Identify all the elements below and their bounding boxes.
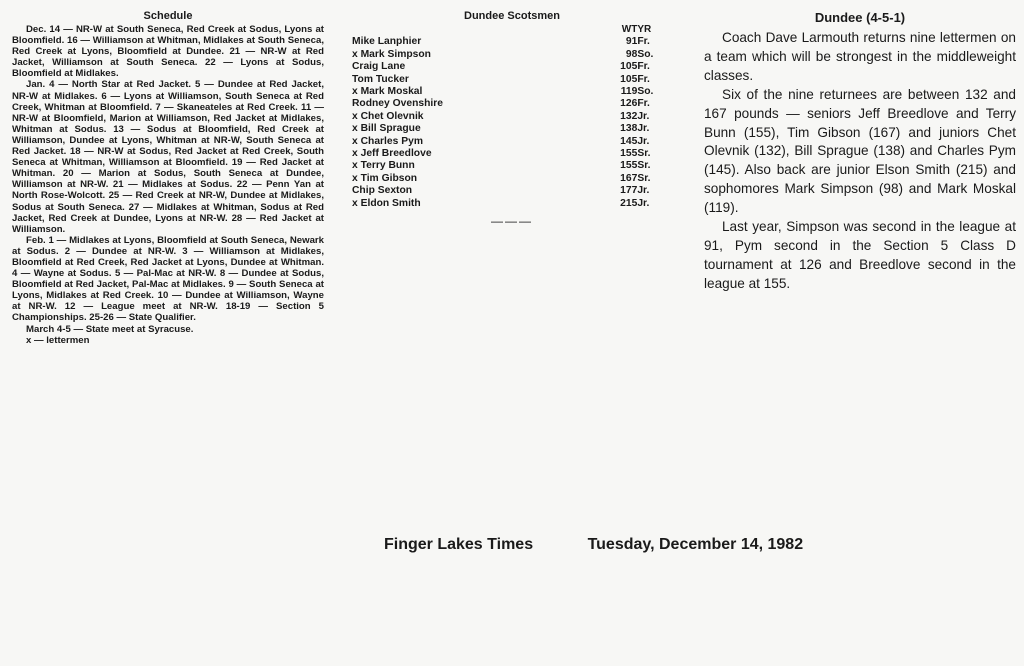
wrestler-weight: 126 bbox=[620, 98, 638, 110]
wrestler-name: Rodney Ovenshire bbox=[352, 98, 443, 110]
wrestler-name: x Jeff Breedlove bbox=[352, 148, 432, 160]
wrestler-name: x Charles Pym bbox=[352, 135, 423, 147]
table-row bbox=[352, 185, 672, 197]
wrestler-weight: 105 bbox=[620, 61, 638, 73]
wrestler-year: Jr. bbox=[637, 123, 650, 135]
table-row bbox=[352, 98, 672, 110]
schedule-column bbox=[12, 10, 324, 346]
table-row bbox=[352, 61, 672, 73]
wrestler-year: So. bbox=[637, 86, 654, 98]
wrestler-year: Fr. bbox=[637, 61, 650, 73]
wrestler-name: Craig Lane bbox=[352, 61, 406, 73]
wrestler-year: Sr. bbox=[637, 172, 651, 184]
wrestler-year: Sr. bbox=[637, 148, 651, 160]
table-row bbox=[352, 111, 672, 123]
wrestler-weight: 177 bbox=[620, 185, 638, 197]
roster-header-row bbox=[352, 24, 672, 36]
wrestler-weight: 145 bbox=[620, 135, 638, 147]
publication-name: Finger Lakes Times bbox=[384, 536, 534, 553]
roster-table bbox=[352, 24, 672, 210]
table-row bbox=[352, 198, 672, 210]
schedule-title: Schedule bbox=[143, 10, 193, 22]
table-row bbox=[352, 49, 672, 61]
year-header: YR bbox=[637, 24, 652, 35]
wrestler-name: Chip Sexton bbox=[352, 185, 413, 197]
lettermen-legend: x — lettermen bbox=[26, 334, 90, 346]
wrestler-weight: 98 bbox=[625, 48, 638, 60]
article-paragraph: Last year, Simpson was second in the league at 91, Pym second in the Section 5 Class D tournament at 126 and Breedlove second in the league at 155. bbox=[704, 219, 1016, 291]
wrestler-year: Fr. bbox=[637, 98, 650, 110]
wrestler-year: Jr. bbox=[637, 197, 650, 209]
wrestler-name: x Terry Bunn bbox=[352, 160, 415, 172]
wrestler-weight: 155 bbox=[620, 148, 638, 160]
weight-header: WT bbox=[621, 24, 638, 35]
article-paragraph: Coach Dave Larmouth returns nine lettermen on a team which will be strongest in the middleweight classes. bbox=[704, 30, 1016, 83]
roster-divider: ——— bbox=[491, 214, 533, 229]
article-paragraph: Six of the nine returnees are between 132 and 167 pounds — seniors Jeff Breedlove and Terry Bunn (155), Tim Gibson (167) and juniors Chet Olevnik (132), Bill Sprague (138) and Charles Pym (145). Also back are junior Elson Smith (215) and sophomores Mark Simpson (98) and Mark Moskal (119). bbox=[704, 86, 1016, 216]
table-row bbox=[352, 36, 672, 48]
wrestler-weight: 155 bbox=[620, 160, 638, 172]
wrestler-weight: 215 bbox=[620, 197, 638, 209]
wrestler-weight: 105 bbox=[620, 73, 638, 85]
table-row bbox=[352, 148, 672, 160]
wrestler-weight: 119 bbox=[620, 86, 638, 98]
wrestler-year: Sr. bbox=[637, 160, 651, 172]
wrestler-weight: 138 bbox=[620, 123, 638, 135]
wrestler-name: x Mark Simpson bbox=[352, 48, 431, 60]
wrestler-name: x Eldon Smith bbox=[352, 197, 421, 209]
wrestler-name: x Mark Moskal bbox=[352, 86, 423, 98]
wrestler-name: x Bill Sprague bbox=[352, 123, 421, 135]
wrestler-year: Jr. bbox=[637, 135, 650, 147]
wrestler-name: x Tim Gibson bbox=[352, 172, 418, 184]
table-row bbox=[352, 74, 672, 86]
wrestler-year: Jr. bbox=[637, 185, 650, 197]
wrestler-year: Fr. bbox=[637, 36, 650, 48]
wrestler-year: Fr. bbox=[637, 73, 650, 85]
wrestler-year: Jr. bbox=[637, 110, 650, 122]
page-footer bbox=[384, 536, 803, 554]
schedule-december: Dec. 14 — NR-W at South Seneca, Red Creek at Sodus, Lyons at Bloomfield. 16 — Williamson at Whitman, Midlakes at South Seneca, Red Creek at Lyons, Bloomfield at Dundee. 21 — NR-W at Red Jacket, Williamson at South Seneca. 22 — Lyons at Sodus, Bloomfield at Midlakes. bbox=[12, 24, 324, 80]
table-row bbox=[352, 173, 672, 185]
publication-date: Tuesday, December 14, 1982 bbox=[587, 536, 804, 553]
schedule-january: Jan. 4 — North Star at Red Jacket. 5 — Dundee at Red Jacket, NR-W at Midlakes. 6 — Lyons at Williamson, South Seneca at Red Creek, Whitman at Bloomfield. 7 — Skaneateles at Red Creek. 11 — NR-W at Bloomfield, Marion at Williamson, Red Jacket at Midlakes, Whitman at Sodus. 13 — Sodus at Bloomfield, Red Creek at Williamson, Dundee at Lyons, Whitman at NR-W, South Seneca at Red Jacket. 18 — NR-W at Sodus, Red Jacket at Red Creek, South Seneca at Whitman, Williamson at Bloomfield. 19 — Red Jacket at Whitman. 20 — Marion at Sodus, South Seneca at Dundee, Williamson at NR-W. 21 — Midlakes at Sodus. 22 — Penn Yan at North Rose-Wolcott. 25 — Red Creek at NR-W, Dundee at Midlakes, Sodus at South Seneca. 27 — Midlakes at Whitman, Sodus at Red Jacket, Red Creek at Dundee, Lyons at NR-W. 28 — Red Jacket at Williamson. bbox=[12, 79, 324, 235]
article-title: Dundee (4-5-1) bbox=[814, 10, 906, 25]
table-row bbox=[352, 86, 672, 98]
wrestler-weight: 167 bbox=[620, 172, 638, 184]
table-row bbox=[352, 123, 672, 135]
schedule-march: March 4-5 — State meet at Syracuse. bbox=[26, 323, 194, 335]
schedule-february: Feb. 1 — Midlakes at Lyons, Bloomfield at South Seneca, Newark at Sodus. 2 — Dundee at NR-W. 3 — Williamson at Midlakes, Bloomfield at Red Creek, Red Jacket at Lyons, Dundee at Whitman. 4 — Wayne at Sodus. 5 — Pal-Mac at NR-W. 8 — Dundee at Sodus, Bloomfield at Red Jacket, Pal-Mac at Midlakes. 9 — South Seneca at Lyons, Midlakes at Red Creek. 10 — Dundee at Williamson, Wayne at NR-W. 12 — League meet at NR-W. 18-19 — Section 5 Championships. 25-26 — State Qualifier. bbox=[12, 234, 324, 324]
wrestler-year: So. bbox=[637, 48, 654, 60]
roster-title: Dundee Scotsmen bbox=[464, 10, 560, 22]
table-row bbox=[352, 160, 672, 172]
wrestler-weight: 91 bbox=[625, 36, 638, 48]
article-column bbox=[704, 10, 1016, 294]
roster-column bbox=[352, 10, 672, 228]
wrestler-weight: 132 bbox=[620, 110, 638, 122]
wrestler-name: Mike Lanphier bbox=[352, 36, 422, 48]
wrestler-name: Tom Tucker bbox=[352, 73, 409, 85]
wrestler-name: x Chet Olevnik bbox=[352, 110, 424, 122]
table-row bbox=[352, 136, 672, 148]
